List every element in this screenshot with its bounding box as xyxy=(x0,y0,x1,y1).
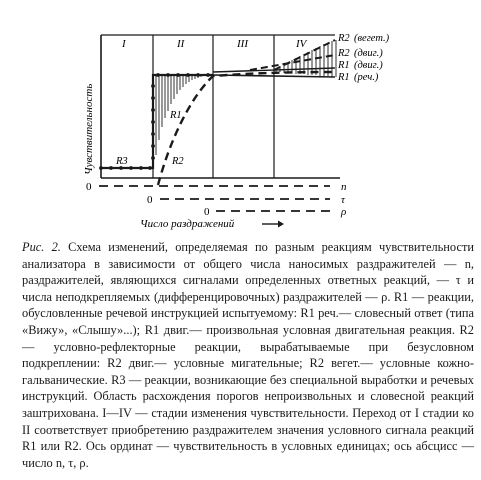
stage-label-1: I xyxy=(122,38,126,50)
curve-label-r2: R2 xyxy=(172,156,184,167)
stage-label-2: II xyxy=(177,38,185,50)
axis-n-var: n xyxy=(341,181,347,193)
abscissa-n xyxy=(86,181,347,193)
y-axis-label: Чувствительность xyxy=(83,83,95,175)
stage-label-3: III xyxy=(237,38,248,50)
caption-figure-ref: Рис. 2. xyxy=(22,240,61,254)
curve-r2 xyxy=(158,72,335,185)
arrow-right-icon xyxy=(262,221,284,228)
axis-rho-var: ρ xyxy=(341,206,347,218)
stage-label-4: IV xyxy=(296,38,307,50)
axis-tau-zero: 0 xyxy=(147,194,153,206)
curve-r1-r3 xyxy=(101,75,213,168)
legend-key-1: R2 xyxy=(338,33,350,44)
abscissa-tau xyxy=(147,194,346,206)
axis-tau-var: τ xyxy=(341,194,345,206)
x-axis-label: Число раздражений xyxy=(140,218,235,230)
axis-n-zero: 0 xyxy=(86,181,92,193)
legend-desc-3: (двиг.) xyxy=(354,60,383,71)
legend-key-4: R1 xyxy=(338,72,350,83)
abscissa-rho xyxy=(204,206,346,218)
legend-key-2: R2 xyxy=(338,48,350,59)
legend-desc-4: (реч.) xyxy=(354,72,379,83)
legend xyxy=(337,33,390,83)
legend-desc-2: (двиг.) xyxy=(354,48,383,59)
caption-paragraph xyxy=(22,239,474,471)
legend-desc-1: (вегет.) xyxy=(354,33,390,44)
curve-label-r1: R1 xyxy=(170,110,182,121)
figure-caption xyxy=(22,239,474,471)
hatched-region xyxy=(156,40,336,155)
caption-text: Схема изменений, определяемая по разным реакциям чувствительности анализатора в зависимости от общего числа наносимых раздражителей — n, раздражителей, являющихся сигналами определенных ответных реакций, — τ и числа неподкрепляемых (дифференцировочных) раздражителей — ρ. R1 — реакции, обусловленные речевой инструкцией испытуемому: R1 реч.— словесный ответ (типа «Вижу», «Слышу»...); R1 двиг.— произвольная условная двигательная реакция. R2 — условно-рефлекторные реакции, вырабатываемые при безусловном подкреплении: R2 двиг.— условные мигательные; R2 вегет.— условные кожно-гальванические. R3 — реакции, возникающие без специальной выработки и речевых инструкций. Область расхождения порогов непроизвольных и словесной реакций заштрихована. I—IV — стадии изменения чувствительности. Переход от I стадии ко II соответствует приобретению раздражителем значения условного сигнала реакций R1 или R2. Ось ординат — чувствительность в условных единицах; ось абсцисс — число n, τ, ρ. xyxy=(22,240,474,470)
axis-rho-zero: 0 xyxy=(204,206,210,218)
line-r1-rech xyxy=(213,75,335,77)
sensitivity-diagram xyxy=(0,0,481,232)
legend-key-3: R1 xyxy=(338,60,350,71)
curve-label-r3: R3 xyxy=(116,156,128,167)
